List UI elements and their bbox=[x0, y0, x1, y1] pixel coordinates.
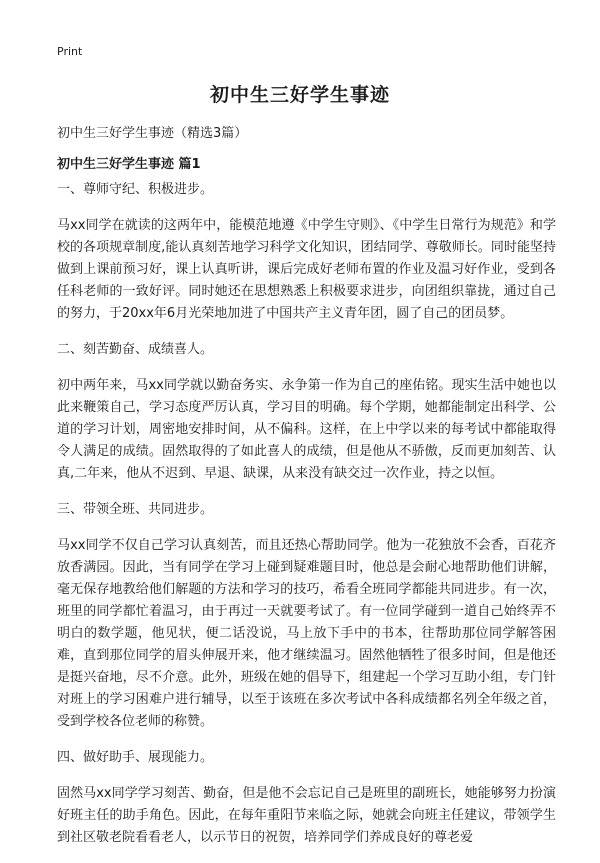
print-link[interactable]: Print bbox=[57, 45, 83, 58]
paragraph-3: 马xx同学不仅自己学习认真刻苦，而且还热心帮助同学。他为一花独放不会香，百花齐放香满园。因此，当有同学在学习上碰到疑难题目时，他总是会耐心地帮助他们讲解，毫无保存地教给他们解题的方法和学习的技巧，希看全班同学都能共同进步。有一次，班里的同学都忙着温习，由于再过一天就要考试了。有一位同学碰到一道自己始终弄不明白的数学题，他见状，便二话没说，马上放下手中的书本，往帮助那位同学解答困难，直到那位同学的眉头伸展开来，他才继续温习。固然他牺牲了很多时间，但是他还是挺兴奋地，尽不介意。此外，班级在她的倡导下，组建起一个学习互助小组，专门针对班上的学习困难户进行辅导，以至于该班在多次考试中各科成绩都名列全年级之首，受到学校各位老师的称赞。 bbox=[57, 538, 556, 729]
section-heading: 初中生三好学生事迹 篇1 bbox=[57, 157, 201, 172]
point-heading-1: 一、尊师守纪、积极进步。 bbox=[57, 182, 214, 197]
document-subtitle: 初中生三好学生事迹（精选3篇） bbox=[57, 126, 248, 141]
paragraph-2: 初中两年来，马xx同学就以勤奋务实、永争第一作为自己的座佑铭。现实生活中她也以此来鞭策自己，学习态度严厉认真，学习目的明确。每个学期，她都能制定出科学、公道的学习计划，周密地安排时间，从不偏科。这样，在上中学以来的每考试中都能取得令人满足的成绩。固然取得的了如此喜人的成绩，但是他从不骄傲，反而更加刻苦、认真,二年来，他从不迟到、早退、缺课，从来没有缺交过一次作业，持之以恒。 bbox=[57, 378, 556, 481]
point-heading-4: 四、做好助手、展现能力。 bbox=[57, 750, 214, 765]
paragraph-4: 固然马xx同学学习刻苦、勤奋，但是他不会忘记自己是班里的副班长，她能够努力扮演好班主任的助手角色。因此，在每年重阳节来临之际，她就会向班主任建议，带领学生到社区敬老院看看老人，以示节日的祝贺，培养同学们养成良好的尊老爱 bbox=[57, 786, 556, 845]
article-body bbox=[57, 179, 556, 863]
paragraph-1: 马xx同学在就读的这两年中，能模范地遵《中学生守则》、《中学生日常行为规范》和学校的各项规章制度,能认真刻苦地学习科学文化知识，团结同学、尊敬师长。同时能坚持做到上课前预习好，课上认真听讲，课后完成好老师布置的作业及温习好作业，受到各任科老师的一致好评。同时她还在思想熟悉上积极要求进步，向团组织靠拢，通过自己的努力，于20xx年6月光荣地加进了中国共产主义青年团，圆了自己的团员梦。 bbox=[57, 218, 556, 321]
point-heading-3: 三、带领全班、共同进步。 bbox=[57, 502, 214, 517]
document-title: 初中生三好学生事迹 bbox=[209, 84, 390, 106]
point-heading-2: 二、刻苦勤奋、成绩喜人。 bbox=[57, 342, 214, 357]
